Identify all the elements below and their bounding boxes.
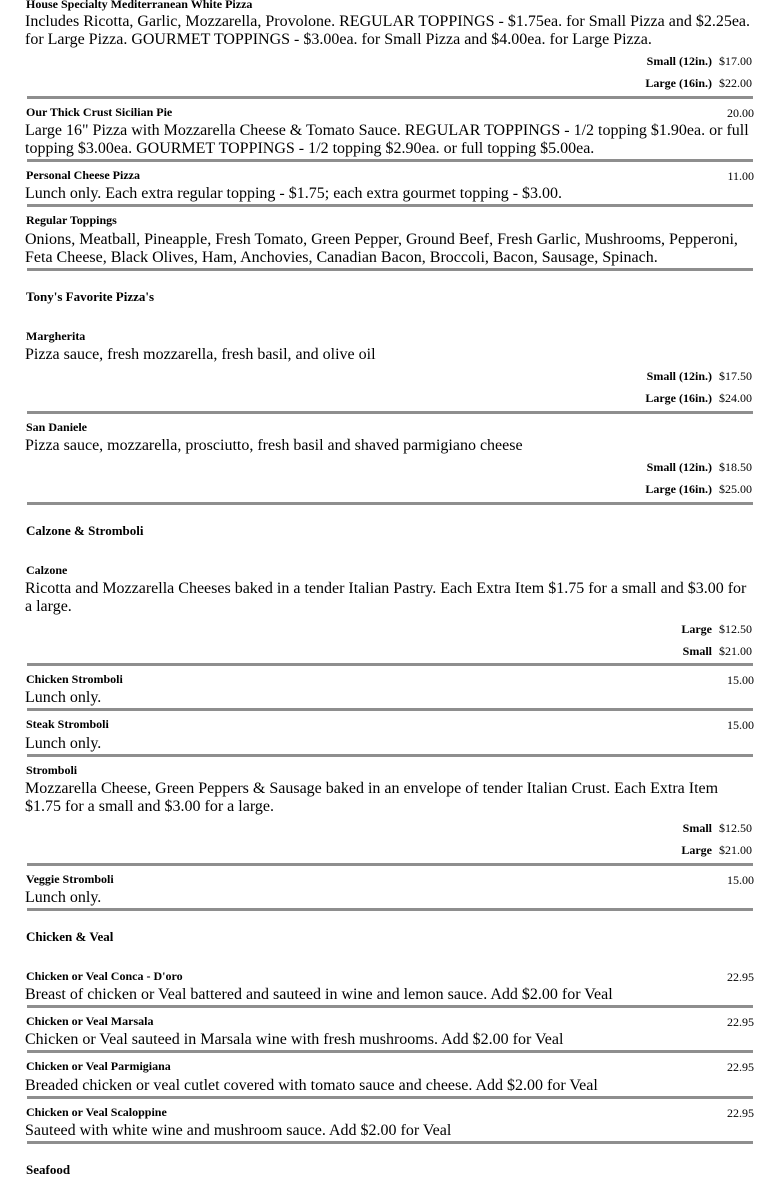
section-title-seafood: Seafood [26, 1162, 71, 1177]
item-description: Ricotta and Mozzarella Cheeses baked in a tender Italian Pastry. Each Extra Item $1.75 for a small and $3.00 for a large. [25, 580, 747, 615]
divider [27, 1096, 753, 1099]
item-description: Lunch only. Each extra regular topping - $1.75; each extra gourmet topping - $3.00. [25, 185, 563, 202]
size-price: $12.50 [719, 821, 752, 835]
item-description: Breast of chicken or Veal battered and sauteed in wine and lemon sauce. Add $2.00 for Veal [25, 986, 613, 1003]
item-price: 15.00 [727, 673, 754, 687]
item-name: Regular Toppings [26, 213, 117, 227]
size-row-large [681, 843, 752, 857]
divider [27, 268, 753, 271]
size-price: $17.50 [719, 369, 752, 383]
size-row-large [645, 76, 752, 90]
item-name: Chicken Stromboli [26, 672, 123, 686]
divider [27, 908, 753, 911]
size-row-large [645, 482, 752, 496]
item-description: Pizza sauce, mozzarella, prosciutto, fresh basil and shaved parmigiano cheese [25, 437, 523, 454]
divider [27, 1141, 753, 1144]
section-title-tonys-favorites: Tony's Favorite Pizza's [26, 289, 155, 304]
divider [27, 663, 753, 666]
divider [27, 754, 753, 757]
item-name: Margherita [26, 329, 86, 343]
size-row-small [647, 54, 752, 68]
item-price: 22.95 [727, 1060, 754, 1074]
size-price: $25.00 [719, 482, 752, 496]
item-price: 11.00 [727, 169, 754, 183]
item-description: Lunch only. [25, 689, 102, 706]
divider [27, 502, 753, 505]
size-label: Small [682, 821, 712, 835]
divider [27, 411, 753, 414]
size-price: $24.00 [719, 391, 752, 405]
size-price: $17.00 [719, 54, 752, 68]
item-price: 22.95 [727, 970, 754, 984]
item-name: Calzone [26, 563, 68, 577]
divider [27, 159, 753, 162]
item-price: 15.00 [727, 873, 754, 887]
item-name: Personal Cheese Pizza [26, 168, 140, 182]
item-name: Veggie Stromboli [26, 872, 114, 886]
item-name: House Specialty Mediterranean White Pizza [26, 0, 253, 11]
item-name: Steak Stromboli [26, 717, 109, 731]
size-label: Small (12in.) [646, 54, 712, 68]
size-price: $21.00 [719, 843, 752, 857]
size-row-small [647, 369, 752, 383]
divider [27, 708, 753, 711]
item-name: Our Thick Crust Sicilian Pie [26, 105, 173, 119]
item-name: Chicken or Veal Parmigiana [26, 1059, 171, 1073]
item-description: Pizza sauce, fresh mozzarella, fresh basil, and olive oil [25, 346, 376, 363]
item-name: Chicken or Veal Scaloppine [26, 1105, 167, 1119]
size-row-large [681, 622, 752, 636]
size-price: $22.00 [719, 76, 752, 90]
size-label: Small (12in.) [646, 460, 712, 474]
divider [27, 1050, 753, 1053]
size-row-small [683, 644, 752, 658]
item-description: Mozzarella Cheese, Green Peppers & Sausage baked in an envelope of tender Italian Crust. Each Extra Item $1.75 for a small and $3.00 for a large. [25, 780, 719, 815]
item-description: Lunch only. [25, 889, 102, 906]
item-description: Large 16" Pizza with Mozzarella Cheese & Tomato Sauce. REGULAR TOPPINGS - 1/2 topping $1.90ea. or full topping $3.00ea. GOURMET TOPPINGS - 1/2 topping $2.90ea. or full topping $5.00ea. [25, 122, 749, 157]
item-description: Sauteed with white wine and mushroom sauce. Add $2.00 for Veal [25, 1122, 452, 1139]
divider [27, 1005, 753, 1008]
item-price: 15.00 [727, 718, 754, 732]
item-price: 22.95 [727, 1015, 754, 1029]
size-row-small [683, 821, 752, 835]
size-row-small [647, 460, 752, 474]
size-row-large [645, 391, 752, 405]
size-price: $21.00 [719, 644, 752, 658]
size-label: Large (16in.) [645, 76, 712, 90]
item-description: Onions, Meatball, Pineapple, Fresh Tomato, Green Pepper, Ground Beef, Fresh Garlic, Mushrooms, Pepperoni, Feta Cheese, Black Olives, Ham, Anchovies, Canadian Bacon, Broccoli, Bacon, Sausage, Spinach. [25, 231, 738, 266]
size-label: Small (12in.) [646, 369, 712, 383]
item-name: Stromboli [26, 763, 78, 777]
size-label: Small [682, 644, 712, 658]
item-description: Lunch only. [25, 735, 102, 752]
size-label: Large (16in.) [645, 482, 712, 496]
item-price: 20.00 [727, 106, 754, 120]
size-price: $18.50 [719, 460, 752, 474]
size-label: Large (16in.) [645, 391, 712, 405]
item-price: 22.95 [727, 1106, 754, 1120]
divider [27, 863, 753, 866]
section-title-chicken-veal: Chicken & Veal [26, 929, 114, 944]
item-description: Chicken or Veal sauteed in Marsala wine with fresh mushrooms. Add $2.00 for Veal [25, 1031, 564, 1048]
divider [27, 96, 753, 99]
section-title-calzone-stromboli: Calzone & Stromboli [26, 523, 144, 538]
size-label: Large [681, 622, 712, 636]
item-description: Includes Ricotta, Garlic, Mozzarella, Provolone. REGULAR TOPPINGS - $1.75ea. for Small Pizza and $2.25ea. for Large Pizza. GOURMET TOPPINGS - $3.00ea. for Small Pizza and $4.00ea. for Large Pizza. [25, 13, 751, 48]
size-label: Large [681, 843, 712, 857]
item-name: Chicken or Veal Marsala [26, 1014, 154, 1028]
size-price: $12.50 [719, 622, 752, 636]
item-description: Breaded chicken or veal cutlet covered with tomato sauce and cheese. Add $2.00 for Veal [25, 1077, 598, 1094]
item-name: Chicken or Veal Conca - D'oro [26, 969, 183, 983]
divider [27, 204, 753, 207]
item-name: San Daniele [26, 420, 88, 434]
